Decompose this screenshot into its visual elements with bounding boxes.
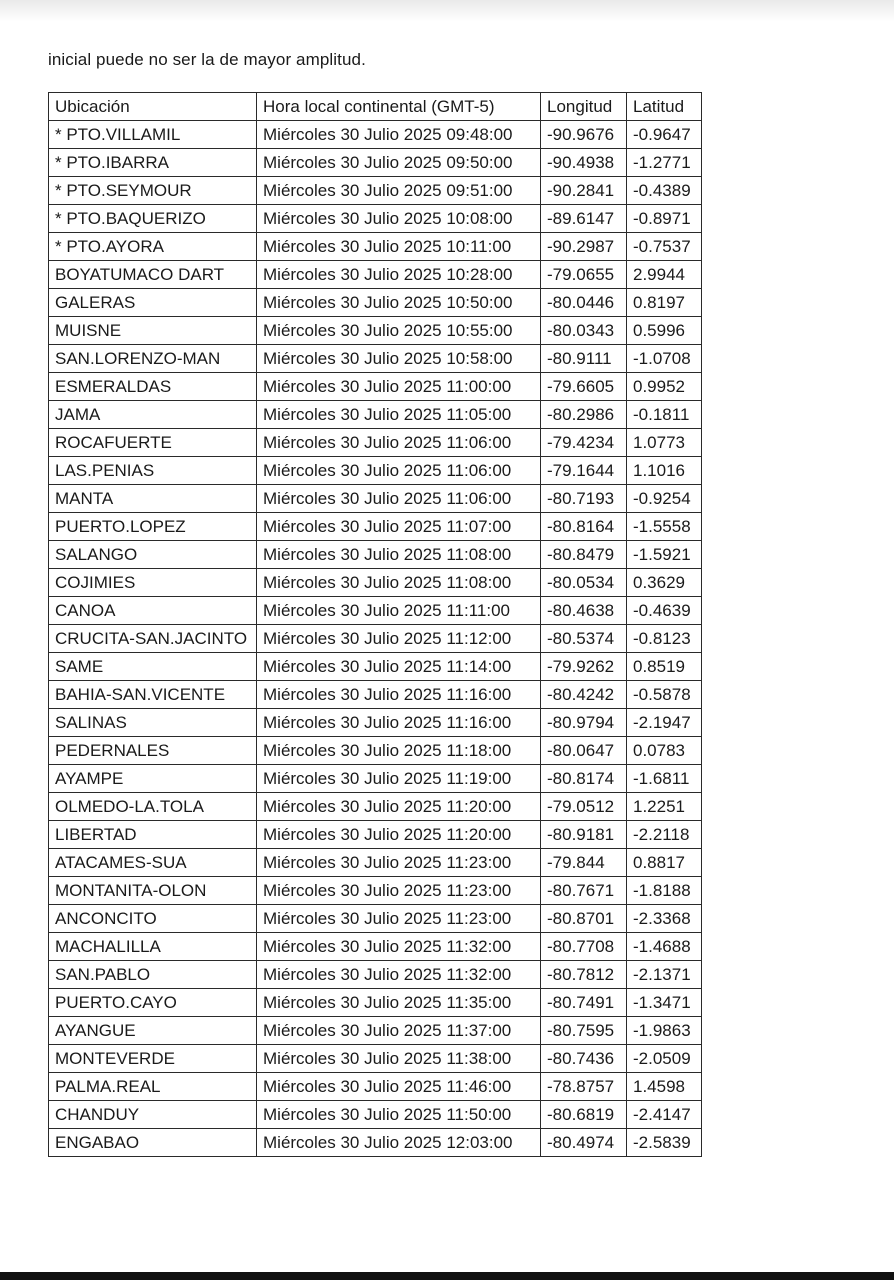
table-row [49, 989, 702, 1017]
header-hora-local: Hora local continental (GMT-5) [257, 93, 541, 121]
cell-longitud: -79.9262 [541, 653, 627, 681]
cell-latitud: -2.1947 [627, 709, 702, 737]
cell-ubicacion: GALERAS [49, 289, 257, 317]
cell-hora-local: Miércoles 30 Julio 2025 11:00:00 [257, 373, 541, 401]
cell-longitud: -80.8479 [541, 541, 627, 569]
cell-ubicacion: SAN.LORENZO-MAN [49, 345, 257, 373]
cell-ubicacion: COJIMIES [49, 569, 257, 597]
cell-latitud: 0.8817 [627, 849, 702, 877]
cell-longitud: -79.6605 [541, 373, 627, 401]
header-longitud: Longitud [541, 93, 627, 121]
cell-ubicacion: ATACAMES-SUA [49, 849, 257, 877]
cell-longitud: -80.9181 [541, 821, 627, 849]
cell-latitud: -1.6811 [627, 765, 702, 793]
cell-latitud: -1.0708 [627, 345, 702, 373]
cell-ubicacion: MACHALILLA [49, 933, 257, 961]
cell-hora-local: Miércoles 30 Julio 2025 11:23:00 [257, 849, 541, 877]
cell-longitud: -78.8757 [541, 1073, 627, 1101]
cell-longitud: -80.9794 [541, 709, 627, 737]
cell-ubicacion: * PTO.BAQUERIZO [49, 205, 257, 233]
cell-hora-local: Miércoles 30 Julio 2025 11:06:00 [257, 429, 541, 457]
cell-longitud: -89.6147 [541, 205, 627, 233]
cell-longitud: -80.7491 [541, 989, 627, 1017]
cell-longitud: -80.0647 [541, 737, 627, 765]
cell-latitud: -1.2771 [627, 149, 702, 177]
cell-latitud: -0.1811 [627, 401, 702, 429]
cell-longitud: -80.7436 [541, 1045, 627, 1073]
cell-ubicacion: MANTA [49, 485, 257, 513]
cell-hora-local: Miércoles 30 Julio 2025 10:11:00 [257, 233, 541, 261]
cell-hora-local: Miércoles 30 Julio 2025 11:35:00 [257, 989, 541, 1017]
cell-hora-local: Miércoles 30 Julio 2025 11:08:00 [257, 569, 541, 597]
table-row [49, 261, 702, 289]
cell-hora-local: Miércoles 30 Julio 2025 12:03:00 [257, 1129, 541, 1157]
cell-latitud: -2.3368 [627, 905, 702, 933]
table-row [49, 681, 702, 709]
table-row [49, 933, 702, 961]
cell-latitud: -0.8123 [627, 625, 702, 653]
cell-hora-local: Miércoles 30 Julio 2025 09:50:00 [257, 149, 541, 177]
cell-latitud: 0.9952 [627, 373, 702, 401]
cell-ubicacion: * PTO.SEYMOUR [49, 177, 257, 205]
cell-ubicacion: ESMERALDAS [49, 373, 257, 401]
cell-hora-local: Miércoles 30 Julio 2025 10:58:00 [257, 345, 541, 373]
cell-latitud: -0.8971 [627, 205, 702, 233]
cell-latitud: 1.4598 [627, 1073, 702, 1101]
cell-hora-local: Miércoles 30 Julio 2025 11:16:00 [257, 681, 541, 709]
cell-longitud: -79.0655 [541, 261, 627, 289]
cell-longitud: -80.5374 [541, 625, 627, 653]
cell-ubicacion: LIBERTAD [49, 821, 257, 849]
cell-hora-local: Miércoles 30 Julio 2025 11:37:00 [257, 1017, 541, 1045]
cell-latitud: -2.1371 [627, 961, 702, 989]
cell-longitud: -90.9676 [541, 121, 627, 149]
cell-ubicacion: PEDERNALES [49, 737, 257, 765]
table-row [49, 1129, 702, 1157]
cell-longitud: -79.4234 [541, 429, 627, 457]
cell-latitud: -2.4147 [627, 1101, 702, 1129]
cell-hora-local: Miércoles 30 Julio 2025 11:46:00 [257, 1073, 541, 1101]
cell-ubicacion: SAN.PABLO [49, 961, 257, 989]
cell-longitud: -79.1644 [541, 457, 627, 485]
table-row [49, 541, 702, 569]
cell-hora-local: Miércoles 30 Julio 2025 11:32:00 [257, 961, 541, 989]
cell-longitud: -79.844 [541, 849, 627, 877]
cell-longitud: -80.7812 [541, 961, 627, 989]
cell-ubicacion: OLMEDO-LA.TOLA [49, 793, 257, 821]
table-row [49, 289, 702, 317]
cell-hora-local: Miércoles 30 Julio 2025 10:50:00 [257, 289, 541, 317]
cell-hora-local: Miércoles 30 Julio 2025 11:16:00 [257, 709, 541, 737]
cell-latitud: -0.9254 [627, 485, 702, 513]
table-header-row [49, 93, 702, 121]
cell-latitud: -1.3471 [627, 989, 702, 1017]
header-ubicacion: Ubicación [49, 93, 257, 121]
cell-ubicacion: SAME [49, 653, 257, 681]
cell-hora-local: Miércoles 30 Julio 2025 11:05:00 [257, 401, 541, 429]
table-row [49, 737, 702, 765]
cell-longitud: -90.4938 [541, 149, 627, 177]
table-row [49, 149, 702, 177]
tsunami-arrival-table [48, 92, 702, 1157]
table-row [49, 653, 702, 681]
page-top-shadow [0, 0, 894, 22]
table-row [49, 317, 702, 345]
cell-longitud: -80.2986 [541, 401, 627, 429]
cell-ubicacion: PUERTO.LOPEZ [49, 513, 257, 541]
cell-hora-local: Miércoles 30 Julio 2025 10:55:00 [257, 317, 541, 345]
table-row [49, 121, 702, 149]
cell-hora-local: Miércoles 30 Julio 2025 11:14:00 [257, 653, 541, 681]
cell-ubicacion: AYAMPE [49, 765, 257, 793]
cell-hora-local: Miércoles 30 Julio 2025 11:06:00 [257, 457, 541, 485]
cell-latitud: 0.3629 [627, 569, 702, 597]
cell-hora-local: Miércoles 30 Julio 2025 11:38:00 [257, 1045, 541, 1073]
cell-ubicacion: PALMA.REAL [49, 1073, 257, 1101]
cell-ubicacion: CANOA [49, 597, 257, 625]
table-row [49, 345, 702, 373]
cell-longitud: -80.0446 [541, 289, 627, 317]
table-row [49, 793, 702, 821]
cell-latitud: -1.5558 [627, 513, 702, 541]
cell-ubicacion: MUISNE [49, 317, 257, 345]
cell-ubicacion: AYANGUE [49, 1017, 257, 1045]
cell-ubicacion: JAMA [49, 401, 257, 429]
cell-hora-local: Miércoles 30 Julio 2025 11:23:00 [257, 877, 541, 905]
table-row [49, 205, 702, 233]
cell-latitud: 2.9944 [627, 261, 702, 289]
cell-longitud: -80.9111 [541, 345, 627, 373]
table-row [49, 1017, 702, 1045]
cell-latitud: -2.0509 [627, 1045, 702, 1073]
table-row [49, 513, 702, 541]
cell-hora-local: Miércoles 30 Julio 2025 11:19:00 [257, 765, 541, 793]
cell-latitud: -1.8188 [627, 877, 702, 905]
table-row [49, 597, 702, 625]
cell-longitud: -90.2841 [541, 177, 627, 205]
cell-ubicacion: BOYATUMACO DART [49, 261, 257, 289]
table-row [49, 765, 702, 793]
cell-longitud: -80.7671 [541, 877, 627, 905]
cell-latitud: -0.9647 [627, 121, 702, 149]
cell-longitud: -90.2987 [541, 233, 627, 261]
cell-latitud: -2.5839 [627, 1129, 702, 1157]
cell-longitud: -80.8174 [541, 765, 627, 793]
header-latitud: Latitud [627, 93, 702, 121]
cell-hora-local: Miércoles 30 Julio 2025 11:32:00 [257, 933, 541, 961]
cell-latitud: 1.2251 [627, 793, 702, 821]
cell-latitud: -0.4389 [627, 177, 702, 205]
table-row [49, 1073, 702, 1101]
cell-longitud: -80.4974 [541, 1129, 627, 1157]
cell-hora-local: Miércoles 30 Julio 2025 10:08:00 [257, 205, 541, 233]
cell-longitud: -80.6819 [541, 1101, 627, 1129]
table-body [49, 121, 702, 1157]
cell-ubicacion: BAHIA-SAN.VICENTE [49, 681, 257, 709]
table-row [49, 569, 702, 597]
table-row [49, 457, 702, 485]
table-row [49, 821, 702, 849]
cell-ubicacion: LAS.PENIAS [49, 457, 257, 485]
table-row [49, 1101, 702, 1129]
cell-longitud: -80.0343 [541, 317, 627, 345]
cell-ubicacion: MONTANITA-OLON [49, 877, 257, 905]
cell-longitud: -80.4242 [541, 681, 627, 709]
cell-hora-local: Miércoles 30 Julio 2025 11:11:00 [257, 597, 541, 625]
table-row [49, 373, 702, 401]
cell-latitud: -2.2118 [627, 821, 702, 849]
cell-latitud: 0.5996 [627, 317, 702, 345]
cell-hora-local: Miércoles 30 Julio 2025 11:12:00 [257, 625, 541, 653]
bottom-edge-bar [0, 1272, 894, 1280]
cell-ubicacion: ROCAFUERTE [49, 429, 257, 457]
cell-longitud: -79.0512 [541, 793, 627, 821]
cell-ubicacion: * PTO.AYORA [49, 233, 257, 261]
cell-ubicacion: MONTEVERDE [49, 1045, 257, 1073]
cell-hora-local: Miércoles 30 Julio 2025 11:20:00 [257, 821, 541, 849]
table-row [49, 905, 702, 933]
table-row [49, 485, 702, 513]
cell-longitud: -80.8164 [541, 513, 627, 541]
cell-hora-local: Miércoles 30 Julio 2025 11:18:00 [257, 737, 541, 765]
table-row [49, 177, 702, 205]
cell-hora-local: Miércoles 30 Julio 2025 11:20:00 [257, 793, 541, 821]
cell-latitud: -0.4639 [627, 597, 702, 625]
cell-ubicacion: ENGABAO [49, 1129, 257, 1157]
intro-text: inicial puede no ser la de mayor amplitud. [48, 50, 366, 69]
table-row [49, 625, 702, 653]
table-row [49, 849, 702, 877]
cell-ubicacion: SALANGO [49, 541, 257, 569]
cell-longitud: -80.7595 [541, 1017, 627, 1045]
cell-hora-local: Miércoles 30 Julio 2025 09:51:00 [257, 177, 541, 205]
table-row [49, 961, 702, 989]
cell-hora-local: Miércoles 30 Julio 2025 09:48:00 [257, 121, 541, 149]
cell-ubicacion: PUERTO.CAYO [49, 989, 257, 1017]
table-row [49, 233, 702, 261]
cell-latitud: -1.5921 [627, 541, 702, 569]
cell-longitud: -80.8701 [541, 905, 627, 933]
cell-hora-local: Miércoles 30 Julio 2025 11:06:00 [257, 485, 541, 513]
table-row [49, 429, 702, 457]
cell-latitud: -1.9863 [627, 1017, 702, 1045]
cell-ubicacion: * PTO.VILLAMIL [49, 121, 257, 149]
cell-latitud: 1.0773 [627, 429, 702, 457]
cell-hora-local: Miércoles 30 Julio 2025 11:23:00 [257, 905, 541, 933]
cell-latitud: 0.0783 [627, 737, 702, 765]
cell-ubicacion: * PTO.IBARRA [49, 149, 257, 177]
cell-latitud: 0.8519 [627, 653, 702, 681]
cell-longitud: -80.0534 [541, 569, 627, 597]
table-row [49, 709, 702, 737]
cell-latitud: -0.5878 [627, 681, 702, 709]
table-row [49, 1045, 702, 1073]
cell-longitud: -80.7708 [541, 933, 627, 961]
cell-ubicacion: CHANDUY [49, 1101, 257, 1129]
cell-longitud: -80.7193 [541, 485, 627, 513]
cell-hora-local: Miércoles 30 Julio 2025 11:07:00 [257, 513, 541, 541]
table-row [49, 877, 702, 905]
table-row [49, 401, 702, 429]
cell-ubicacion: ANCONCITO [49, 905, 257, 933]
cell-longitud: -80.4638 [541, 597, 627, 625]
cell-ubicacion: SALINAS [49, 709, 257, 737]
cell-ubicacion: CRUCITA-SAN.JACINTO [49, 625, 257, 653]
cell-latitud: -1.4688 [627, 933, 702, 961]
cell-latitud: 1.1016 [627, 457, 702, 485]
cell-latitud: 0.8197 [627, 289, 702, 317]
cell-hora-local: Miércoles 30 Julio 2025 10:28:00 [257, 261, 541, 289]
cell-hora-local: Miércoles 30 Julio 2025 11:08:00 [257, 541, 541, 569]
cell-latitud: -0.7537 [627, 233, 702, 261]
cell-hora-local: Miércoles 30 Julio 2025 11:50:00 [257, 1101, 541, 1129]
